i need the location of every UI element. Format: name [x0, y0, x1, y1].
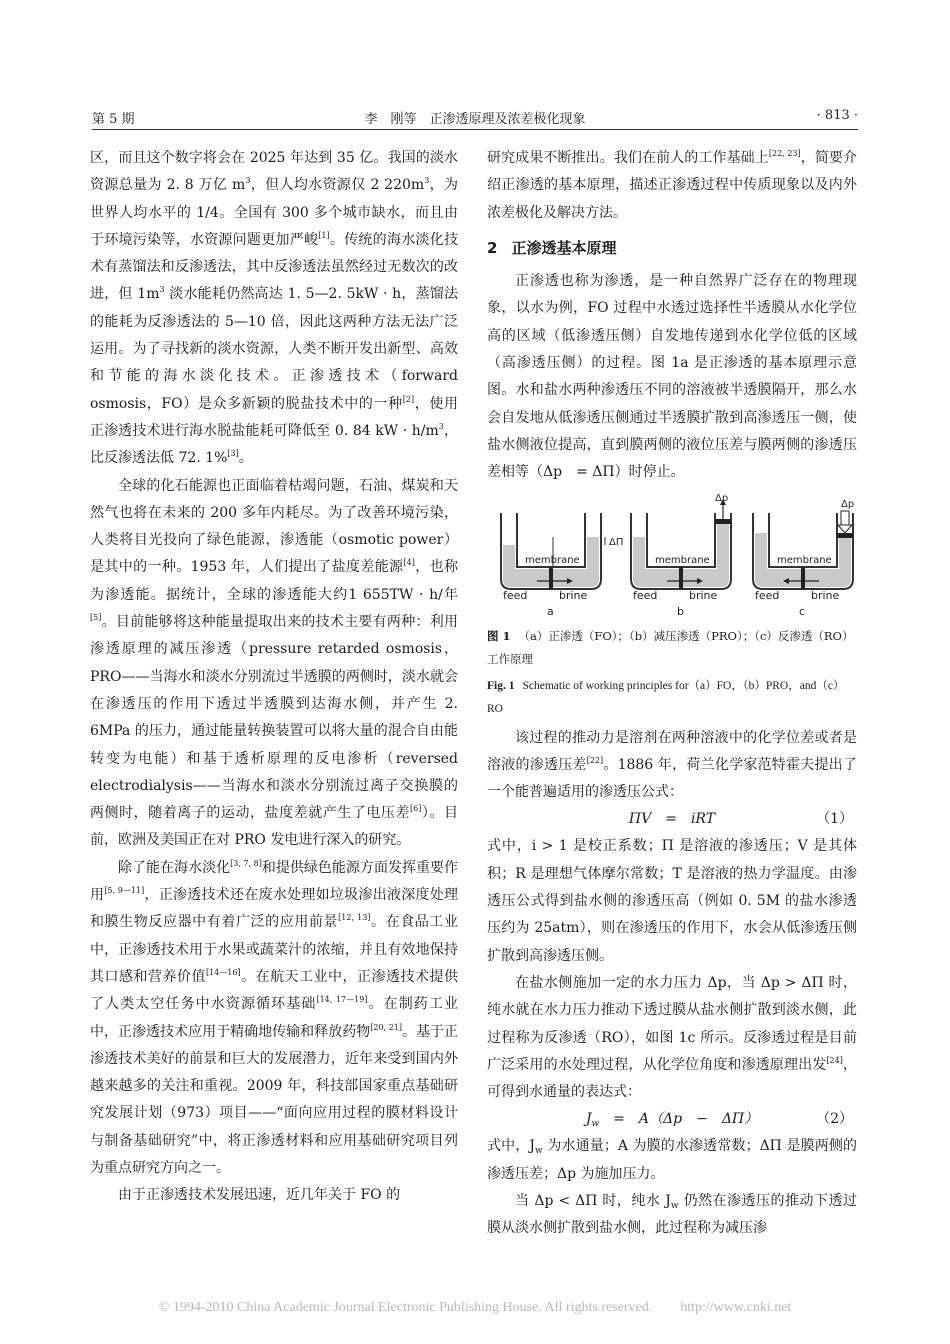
citation: [5, 9—11] — [104, 886, 145, 896]
citation: [3, 7, 8] — [230, 858, 262, 868]
left-column — [90, 145, 458, 1210]
feed-label: feed — [503, 588, 528, 602]
citation: [20, 21] — [370, 1022, 402, 1032]
citation: [14—16] — [205, 967, 241, 977]
citation: [5] — [90, 613, 102, 623]
paragraph: 式中，i > 1 是校正系数；Π 是溶液的渗透压；V 是其体积；R 是理想气体摩尔常数；T 是溶液的热力学温度。由渗透压公式得到盐水侧的渗透压高（例如 0. 5M 的盐水渗透压约为 25atm），则在渗透压的作用下，水会从低渗透压侧扩散到高渗透压侧。 — [487, 838, 857, 964]
citation: [2] — [402, 394, 415, 404]
section-heading: 2 正渗透基本原理 — [487, 238, 617, 257]
citation: [1] — [318, 230, 330, 240]
feed-label: feed — [755, 588, 780, 602]
citation: [6] — [410, 804, 422, 814]
osmosis-schematic — [487, 493, 857, 621]
paragraph: 由于正渗透技术发展迅速，近几年关于 FO 的 — [118, 1187, 401, 1204]
header-rule — [92, 129, 858, 130]
membrane-label: membrane — [525, 554, 580, 566]
membrane-label: membrane — [655, 554, 710, 566]
paragraph: 除了能在海水淡化[3, 7, 8]和提供绿色能源方面发挥重要作用[5, 9—11]，正渗透技术还在废水处理如垃圾渗出液深度处理和膜生物反应器中有着广泛的应用前景[12, 13]。在食品工业中，正渗透技术用于水果或蔬菜汁的浓缩，并且有效地保持其口感和营养价值[14—16]。在航天工业中，正渗透技术提供了人类太空任务中水资源循环基础[14, 17—19]。在制药工业中，正渗透技术应用于精确地传输和释放药物[20, 21]。基于正渗透技术美好的前景和巨大的发展潜力，近年来受到国内外越来越多的关注和重视。2009 年，科技部国家重点基础研究发展计划（973）项目——“面向应用过程的膜材料设计与制备基础研究”中，将正渗透材料和应用基础研究项目列为重点研究方向之一。 — [90, 858, 459, 1176]
paragraph: 式中，$J_w$ 为水通量；A 为膜的水渗透常数；ΔΠ 是膜两侧的渗透压差；Δp 为施加压力。 — [487, 1138, 857, 1182]
right-column — [487, 145, 857, 1243]
running-title: 李 刚等 正渗透原理及浓差极化现象 — [364, 112, 586, 127]
citation: [22] — [586, 755, 604, 765]
citation: [24] — [826, 1055, 843, 1065]
citation: [14, 17—19] — [316, 995, 368, 1005]
delta-pi-label: ΔΠ — [609, 536, 624, 548]
citation: [12, 13] — [338, 913, 371, 923]
paragraph: 研究成果不断推出。我们在前人的工作基础上[22, 23]，简要介绍正渗透的基本原理，描述正渗透过程中传质现象以及内外浓差极化及解决方法。 — [487, 149, 858, 221]
citation: [3] — [227, 449, 239, 459]
issue-number: 第 5 期 — [92, 112, 135, 127]
paragraph: 区，而且这个数字将会在 2025 年达到 35 亿。我国的淡水资源总量为 2. 8 万亿 $m^3$，但人均水资源仅 2 $220m^3$，为世界人均水平的 1/4。全国有 300 多个城市缺水，而且由于环境污染等，水资源问题更加严峻[1]。传统的海水淡化技术有蒸馏法和反渗透法，其中反渗透法虽然经过无数次的改进，但 $1m^3$ 淡水能耗仍然高达 1. 5—2. 5kW · h，蒸馏法的能耗为反渗透法的 5—10 倍，因此这两种方法无法广泛运用。为了寻找新的淡水资源，人类不断开发出新型、高效和节能的海水淡化技术。正渗透技术（forward osmosis，FO）是众多新颖的脱盐技术中的一种[2]，使用正渗透技术进行海水脱盐能耗可降低至 0. 84 kW · $h/m^3$，比反渗透法低 72. 1%[3]。 — [90, 150, 459, 467]
equation-1: ΠV = iRT （1） — [628, 811, 853, 828]
equation-2: $J_w$ = A（Δp − ΔΠ） （2） — [585, 1111, 853, 1130]
brine-label: brine — [689, 588, 718, 602]
citation: [4] — [403, 558, 415, 568]
running-header — [92, 108, 858, 130]
paragraph: 该过程的推动力是溶剂在两种溶液中的化学位差或者是溶液的渗透压差[22]。1886 年，荷兰化学家范特霍夫提出了一个能普遍适用的渗透压公式： — [487, 729, 857, 801]
figure-1 — [487, 493, 857, 621]
page-number: · 813 · — [816, 108, 858, 123]
paragraph: 全球的化石能源也正面临着枯竭问题，石油、煤炭和天然气也将在未来的 200 多年内耗尽。为了改善环境污染，人类将目光投向了绿色能源，渗透能（osmotic power）是其中的一种。1953 年，人们提出了盐度差能源[4]，也称为渗透能。据统计，全球的渗透能大约1 655TW · h/年[5]。目前能够将这种能量提取出来的技术主要有两种：利用渗透原理的减压渗透（pressure retarded osmosis，PRO——当海水和淡水分别流过半透膜的两侧时，淡水就会在渗透压的作用下透过半透膜到达海水侧，并产生 2. 6MPa 的压力，通过能量转换装置可以将大量的混合自由能转变为电能）和基于透析原理的反电渗析（reversed electrodialysis——当海水和淡水分别流过离子交换膜的两侧时，随着离子的运动，盐度差就产生了电压差[6]）。目前，欧洲及美国正在对 PRO 发电进行深入的研究。 — [90, 477, 459, 849]
figure-caption-cn: 图 1 （a）正渗透（FO）；（b）减压渗透（PRO）；（c）反渗透（RO）工作原理 — [487, 628, 854, 666]
paragraph: 在盐水侧施加一定的水力压力 Δp，当 Δp > ΔΠ 时，纯水就在水力压力推动下透过膜从盐水侧扩散到淡水侧，此过程称为反渗透（RO），如图 1c 所示。反渗透过程是目前广泛采用的水处理过程，从化学位角度和渗透原理出发[24]，可得到水通量的表达式： — [487, 974, 858, 1101]
panel-a-label: a — [547, 604, 554, 618]
panel-c — [753, 499, 854, 618]
figure-caption-en: Fig. 1 Schematic of working principles for（a）FO，（b）PRO，and（c）RO — [487, 679, 845, 715]
delta-p-label: Δp — [841, 498, 855, 510]
membrane-label: membrane — [777, 554, 832, 566]
brine-label: brine — [559, 588, 588, 602]
feed-label: feed — [633, 588, 658, 602]
panel-c-label: c — [799, 604, 806, 618]
paragraph: 当 Δp < ΔΠ 时，纯水 $J_w$ 仍然在渗透压的推动下透过膜从淡水侧扩散到盐水侧，此过程称为减压渗 — [487, 1193, 857, 1237]
panel-b — [631, 493, 731, 618]
delta-p-label: Δp — [715, 492, 729, 504]
panel-b-label: b — [677, 604, 684, 618]
brine-label: brine — [811, 588, 840, 602]
copyright-footer: © 1994-2010 China Academic Journal Electronic Publishing House. All rights reserved. http://www.cnki.net — [158, 1300, 792, 1315]
paragraph: 正渗透也称为渗透，是一种自然界广泛存在的物理现象，以水为例，FO 过程中水透过选择性半透膜从水化学位高的区域（低渗透压侧）自发地传递到水化学位低的区域（高渗透压侧）的过程。图 1a 是正渗透的基本原理示意图。水和盐水两种渗透压不同的溶液被半透膜隔开，那么水会自发地从低渗透压侧通过半透膜扩散到高渗透压一侧，使盐水侧液位提高，直到膜两侧的液位压差与膜两侧的渗透压差相等（Δp = ΔΠ）时停止。 — [487, 273, 857, 481]
citation: [22, 23] — [768, 149, 801, 158]
panel-a — [501, 513, 623, 618]
